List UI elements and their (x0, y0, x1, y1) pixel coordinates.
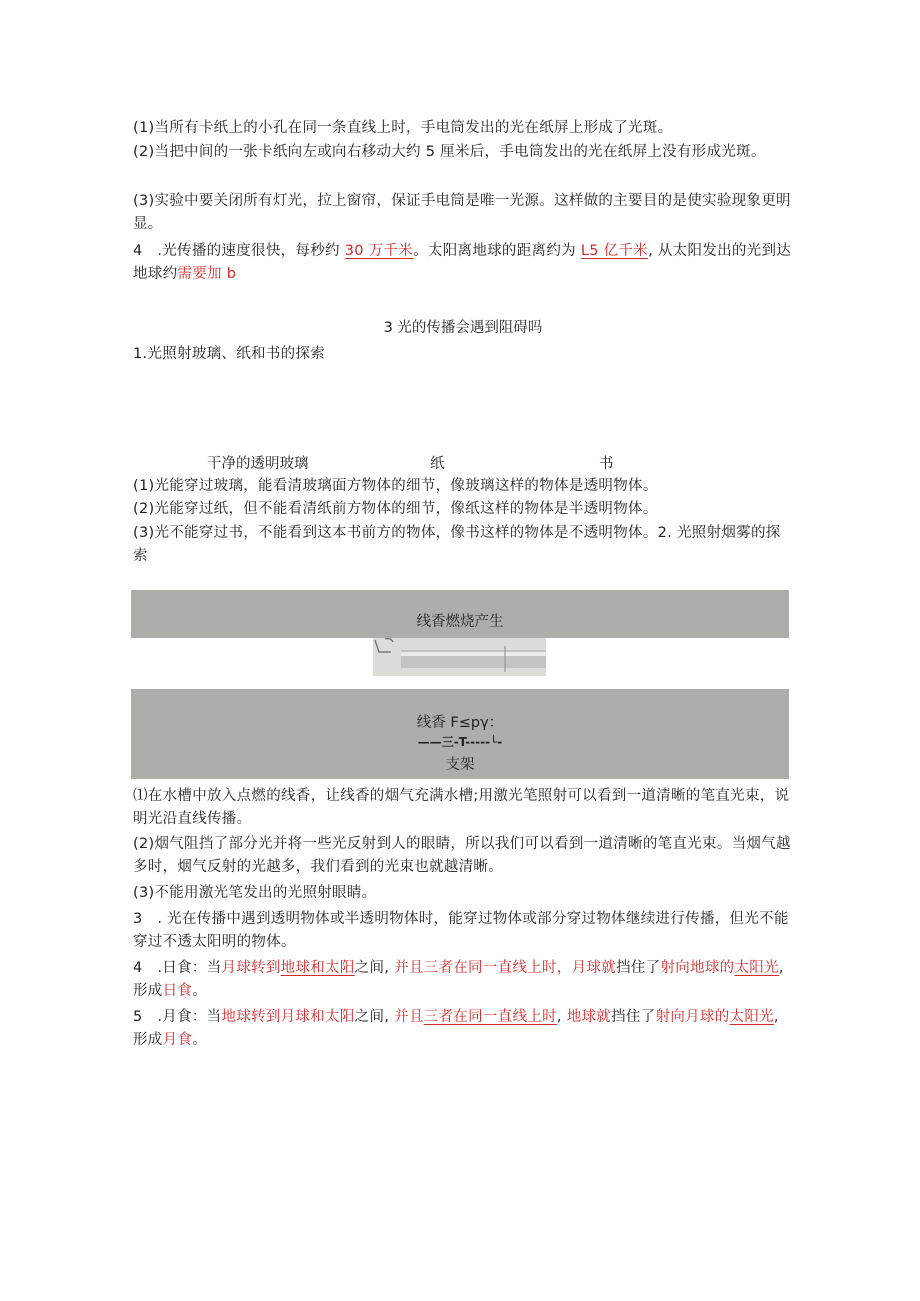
text: , (556, 1009, 567, 1025)
text: , 从太阳发出的光到达地球约 (133, 243, 792, 282)
subheading: 1.光照射玻璃、纸和书的探索 (133, 346, 326, 362)
text: 。 (192, 983, 208, 999)
answer: 30 万千米 (344, 243, 414, 259)
para-4 (133, 240, 793, 286)
smoke-para-3: (3)不能用激光笔发出的光照射眼睛。 (133, 885, 377, 901)
section-title: 3 光的传播会遇到阻碍吗 (383, 320, 543, 336)
answer: 太阳光 (734, 960, 779, 976)
text: , 形成 (133, 1009, 779, 1048)
answer: 地球就 (566, 1009, 612, 1025)
point-4-solar-eclipse (133, 957, 793, 1003)
incense-tube-image (373, 638, 546, 676)
figure-label-incense: 线香 F≤pγ： (416, 715, 504, 731)
figure-label-stand: 支架 (445, 757, 475, 773)
figure-caption: 线香燃烧产生 (416, 614, 504, 630)
para-3: (3)实验中要关闭所有灯光，拉上窗帘，保证手电筒是唯一光源。这样做的主要目的是使实验现象更明显。 (133, 193, 791, 232)
figure-rule: ——三-T-----└- (417, 735, 503, 749)
answer: 射向地球的 (660, 960, 735, 976)
answer: 月球就 (571, 960, 617, 976)
answer: 太阳光 (729, 1009, 774, 1025)
text: 。太阳离地球的距离约为 (413, 243, 581, 259)
point-5-lunar-eclipse (133, 1006, 793, 1052)
answer: 三者在同一直线上时 (423, 1009, 557, 1025)
para-1: (1)当所有卡纸上的小孔在同一条直线上时，手电筒发出的光在纸屏上形成了光斑。 (133, 120, 673, 136)
answer: 射向月球的 (655, 1009, 730, 1025)
text: 5 .月食：当 (133, 1009, 222, 1025)
text: 之间, (354, 960, 395, 976)
answer: 需要加 b (177, 266, 237, 282)
glass-para: (1)光能穿过玻璃，能看清玻璃面方物体的细节，像玻璃这样的物体是透明物体。 (133, 478, 658, 494)
label-glass: 干净的透明玻璃 (207, 456, 309, 472)
text: 4 .日食：当 (133, 960, 222, 976)
book-para: (3)光不能穿过书，不能看到这本书前方的物体，像书这样的物体是不透明物体。2. 光照射烟雾的探索 (133, 525, 781, 564)
text: 。 (192, 1032, 208, 1048)
answer: 地球和太阳 (280, 960, 355, 976)
paper-para: (2)光能穿过纸，但不能看清纸前方物体的细节，像纸这样的物体是半透明物体。 (133, 501, 658, 517)
text: 之间, (354, 1009, 395, 1025)
answer: 日食 (162, 983, 193, 999)
answer: L5 亿千米 (580, 243, 649, 259)
answer: 并且三者在同一直线上时， (394, 960, 572, 976)
text: , 形成 (133, 960, 784, 999)
label-paper: 纸 (430, 456, 445, 472)
answer: 并且 (394, 1009, 424, 1025)
text: 挡住了 (611, 1009, 656, 1025)
figure-photo (373, 638, 546, 676)
answer: 月食 (162, 1032, 193, 1048)
point-3: 3 . 光在传播中遇到透明物体或半透明物体时，能穿过物体或部分穿过物体继续进行传播，但光不能穿过不透太阳明的物体。 (133, 911, 789, 950)
label-book: 书 (599, 456, 614, 472)
figure-band-top (131, 590, 789, 638)
answer: 月球转到 (221, 960, 281, 976)
answer: 地球转到月球和太阳 (221, 1009, 355, 1025)
smoke-para-1: ⑴在水槽中放入点燃的线香，让线香的烟气充满水槽;用激光笔照射可以看到一道清晰的笔直光束，说明光沿直线传播。 (133, 788, 790, 827)
figure-band-bottom (131, 689, 789, 779)
text: 挡住了 (616, 960, 661, 976)
para-2: (2)当把中间的一张卡纸向左或向右移动大约 5 厘米后，手电筒发出的光在纸屏上没有形成光斑。 (133, 144, 766, 160)
smoke-para-2: (2)烟气阻挡了部分光并将一些光反射到人的眼睛，所以我们可以看到一道清晰的笔直光束。当烟气越多时，烟气反射的光越多，我们看到的光束也就越清晰。 (133, 836, 791, 875)
text: 4 .光传播的速度很快，每秒约 (133, 243, 345, 259)
